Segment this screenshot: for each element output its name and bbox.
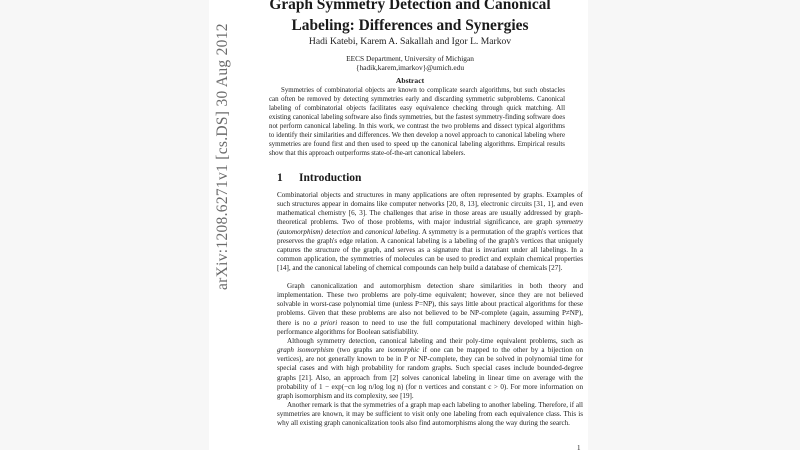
p3-emphasis-1: graph isomorphism [277,346,334,355]
arxiv-stamp: arXiv:1208.6271v1 [cs.DS] 30 Aug 2012 [214,23,231,290]
p1-text-c: . A symmetry is a permutation of the graph's vertices that preserves the graph's edge relation. A canonical labeling is a labeling of the graph's vertices that uniquely captures the structure of the graph, and serves as a signature that is invariant under all labelings. In a common application, the symmetries of molecules can be used to predict and explain chemical properties [14], and the canonical labeling of chemical compounds can help build a database of chemicals [27]. [277,227,583,273]
authors: Hadi Katebi, Karem A. Sakallah and Igor L. Markov [308,36,512,47]
p1-text-b: and [350,227,366,236]
p2-emphasis-1: a priori [313,318,338,327]
p1-emphasis-1: symmetry (automorphism) detection [277,218,583,236]
paper-title [240,0,580,36]
p1-emphasis-2: canonical labeling [365,227,419,236]
affiliation-emails: {hadik,karem,imarkov}@umich.edu [355,63,465,72]
section-number: 1 [277,172,283,184]
affiliation-department: EECS Department, University of Michigan [346,54,474,63]
viewer-background-right [588,0,800,450]
abstract-text: Symmetries of combinatorial objects are known to complicate search algorithms, but such obstacles can often be removed by detecting symmetries early and discarding symmetric subproblems. Canonical labeling of combinatorial objects facilitates easy equivalence checking through quick matching. All existing canonical labeling software also finds symmetries, but the fastest symmetry-finding software does not perform canonical labeling. In this work, we contrast the two problems and dissect typical algorithms to identify their similarities and differences. We then develop a novel approach to canonical labeling where symmetries are found first and then used to speed up the canonical labeling algorithms. Empirical results show that this approach outperforms state-of-the-art canonical labelers. [269,87,565,157]
paragraph-4: Another remark is that the symmetries of a graph map each labeling to another labeling. Therefore, if all symmetries are known, it may be sufficient to visit only one labeling from each equivalence class. This is why all existing graph canonicalization tools also find automorphisms along the way during the search. [277,401,583,428]
paragraph-2 [277,282,583,337]
title-line-1: Graph Symmetry Detection and Canonical [269,0,551,13]
p3-emphasis-2: isomorphic [387,346,420,355]
paragraph-1 [277,191,583,273]
p3-text-c: if one can be mapped to the other by a bijection on vertices), are not generally known to be in P or NP-complete, they can be solved in polynomial time for special cases and with high probability for random graphs. Such special cases include bounded-degree graphs [21]. Also, an approach from [2] solves canonical labeling in linear time on average with the probability of 1 − exp(−cn log n/log log n) (for n vertices and constant c > 0). For more information on graph isomorphism and its complexity, see [19]. [277,346,583,400]
p3-text-b: (two graphs are [333,346,388,355]
page-number: 1 [577,444,581,452]
viewer-background-left [0,0,209,450]
title-line-2: Labeling: Differences and Synergies [291,17,529,34]
section-title: Introduction [299,172,362,184]
p2-text-b: reason to need to use the full computational machinery developed within high-performance algorithms for Boolean satisfiability. [277,318,583,336]
p1-text-a: Combinatorial objects and structures in many applications are often represented by graphs. Examples of such structures appear in domains like computer networks [20, 8, 13], electronic circuits [31, 1], and even mathematical chemistry [6, 3]. The challenges that arise in those areas are usually addressed by graph-theoretical problems. Two of those problems, with major industrial significance, are graph [277,191,583,227]
p3-text-a: Although symmetry detection, canonical labeling and their poly-time equivalent problems, such as [287,337,583,345]
paragraph-3 [277,337,583,401]
affiliation [240,54,580,72]
section-heading [277,172,361,184]
abstract-heading: Abstract [395,76,425,85]
p2-text-a: Graph canonicalization and automorphism detection share similarities in both theory and implementation. These two problems are poly-time equivalent; however, since they are not believed solvable in worst-case polynomial time (unless P=NP), this says little about practical algorithms for these problems. Given that these problems are also not believed to be NP-complete (again, assuming P≠NP), there is no [277,282,583,327]
